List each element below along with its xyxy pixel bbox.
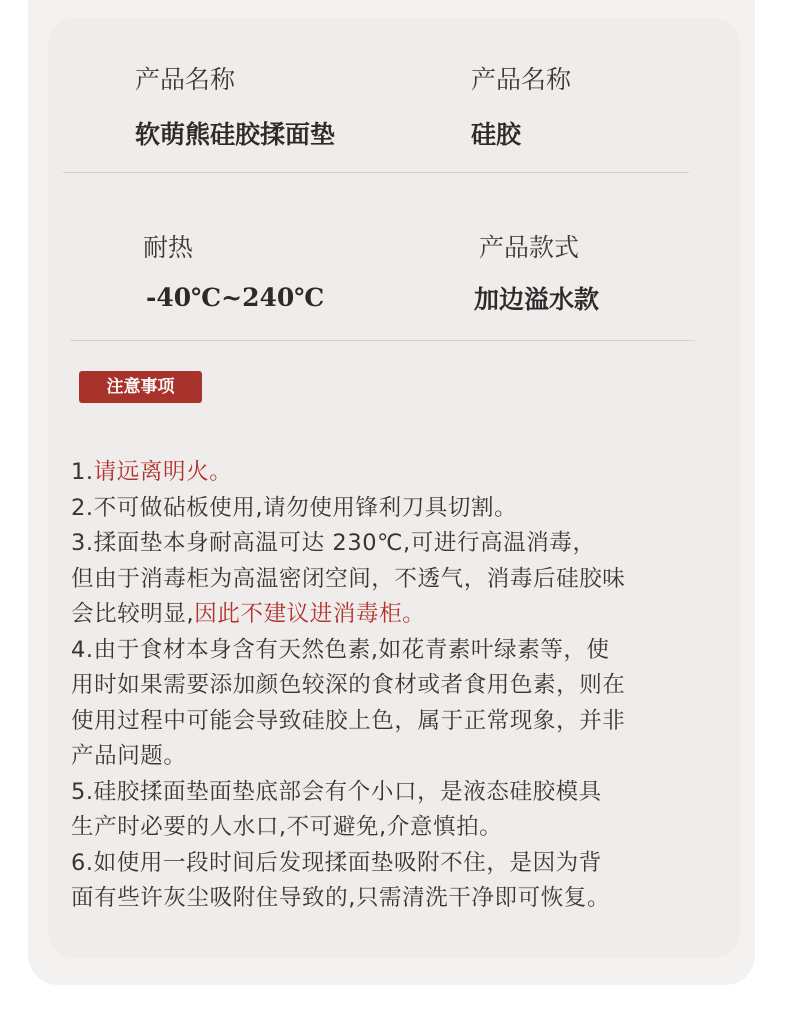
divider-2 bbox=[70, 340, 695, 341]
notice-badge: 注意事项 bbox=[79, 371, 202, 403]
notice-list bbox=[71, 455, 733, 917]
note-item-3-cont: 但由于消毒柜为高温密闭空间，不透气，消毒后硅胶味 bbox=[71, 565, 626, 592]
note-item-6: 6.如使用一段时间后发现揉面垫吸附不住，是因为背 bbox=[71, 849, 602, 876]
note-item-3-end bbox=[71, 597, 733, 633]
note-item-1 bbox=[71, 455, 733, 491]
note-item-5-end: 生产时必要的人水口,不可避免,介意慎拍。 bbox=[71, 814, 503, 840]
note-item-2: 2.不可做砧板使用,请勿使用锋利刀具切割。 bbox=[71, 494, 518, 521]
note-1-warning: 请远离明火。 bbox=[93, 459, 233, 485]
note-item-6-end: 面有些许灰尘吸附住导致的,只需清洗干净即可恢复。 bbox=[71, 885, 611, 911]
heat-resistance-value: -40℃~240℃ bbox=[146, 283, 325, 312]
divider-1 bbox=[63, 172, 689, 173]
note-item-4-cont: 用时如果需要添加颜色较深的食材或者食用色素，则在 bbox=[71, 672, 626, 698]
note-3-warning: 因此不建议进消毒柜。 bbox=[194, 601, 426, 627]
note-item-4: 4.由于食材本身含有天然色素,如花青素叶绿素等，使 bbox=[71, 636, 610, 663]
note-item-4-end: 产品问题。 bbox=[71, 743, 187, 769]
product-name-value: 软萌熊硅胶揉面垫 bbox=[135, 120, 336, 149]
product-name-label: 产品名称 bbox=[135, 65, 236, 94]
note-item-4-cont2: 使用过程中可能会导致硅胶上色，属于正常现象，并非 bbox=[71, 707, 626, 734]
heat-resistance-label: 耐热 bbox=[143, 233, 194, 262]
product-style-value: 加边溢水款 bbox=[474, 285, 600, 314]
note-1-number: 1. bbox=[71, 459, 94, 485]
note-3-text: 会比较明显, bbox=[71, 601, 195, 627]
note-item-5: 5.硅胶揉面垫面垫底部会有个小口，是液态硅胶模具 bbox=[71, 778, 602, 805]
note-item-3: 3.揉面垫本身耐高温可达 230℃,可进行高温消毒， bbox=[71, 530, 596, 556]
material-label: 产品名称 bbox=[471, 65, 572, 94]
product-style-label: 产品款式 bbox=[479, 233, 580, 262]
material-value: 硅胶 bbox=[471, 120, 522, 149]
